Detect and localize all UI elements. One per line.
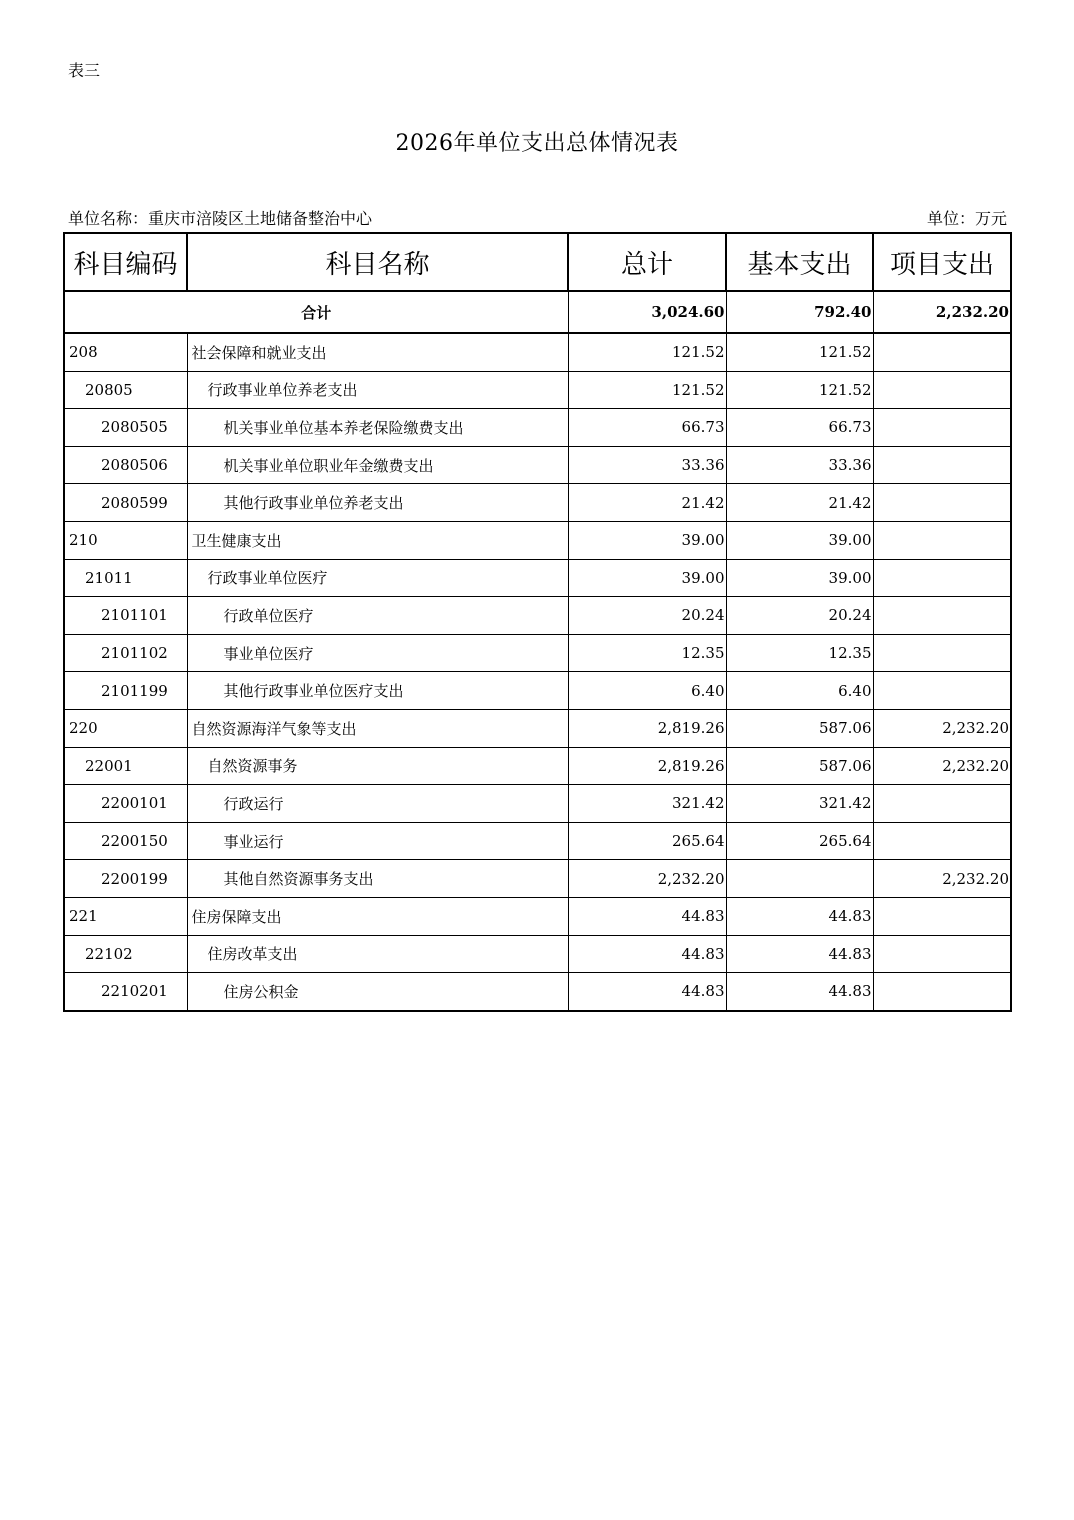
row-name: 其他行政事业单位养老支出	[187, 484, 568, 522]
row-basic: 20.24	[726, 597, 873, 635]
row-project	[873, 785, 1011, 823]
table-row	[64, 822, 1011, 860]
row-total: 66.73	[568, 409, 726, 447]
row-code: 2101101	[64, 597, 187, 635]
row-name: 机关事业单位基本养老保险缴费支出	[187, 409, 568, 447]
table-row	[64, 785, 1011, 823]
row-total: 321.42	[568, 785, 726, 823]
row-basic: 12.35	[726, 634, 873, 672]
row-total: 44.83	[568, 935, 726, 973]
table-row	[64, 521, 1011, 559]
table-row	[64, 409, 1011, 447]
row-project	[873, 897, 1011, 935]
row-basic: 39.00	[726, 559, 873, 597]
total-row	[64, 291, 1011, 333]
table-row	[64, 446, 1011, 484]
row-project	[873, 597, 1011, 635]
unit-name: 单位名称：重庆市涪陵区土地储备整治中心	[68, 209, 373, 228]
row-name: 事业运行	[187, 822, 568, 860]
page-title: 2026年单位支出总体情况表	[395, 131, 679, 156]
row-total: 2,819.26	[568, 747, 726, 785]
table-row	[64, 333, 1011, 371]
table-row	[64, 973, 1011, 1011]
row-name: 行政运行	[187, 785, 568, 823]
row-project	[873, 371, 1011, 409]
row-total: 2,819.26	[568, 709, 726, 747]
row-name: 自然资源事务	[187, 747, 568, 785]
table-header-row	[64, 233, 1011, 291]
row-name: 行政事业单位养老支出	[187, 371, 568, 409]
row-total: 121.52	[568, 333, 726, 371]
row-basic: 33.36	[726, 446, 873, 484]
row-project	[873, 484, 1011, 522]
table-row	[64, 559, 1011, 597]
row-code: 2101102	[64, 634, 187, 672]
row-code: 21011	[64, 559, 187, 597]
table-row	[64, 672, 1011, 710]
row-basic: 587.06	[726, 747, 873, 785]
row-total: 265.64	[568, 822, 726, 860]
table-row	[64, 634, 1011, 672]
row-name: 其他行政事业单位医疗支出	[187, 672, 568, 710]
row-code: 2200150	[64, 822, 187, 860]
row-name: 自然资源海洋气象等支出	[187, 709, 568, 747]
row-total: 12.35	[568, 634, 726, 672]
row-basic: 6.40	[726, 672, 873, 710]
row-basic: 39.00	[726, 521, 873, 559]
row-basic: 265.64	[726, 822, 873, 860]
row-code: 2210201	[64, 973, 187, 1011]
unit-label: 单位：万元	[926, 209, 1007, 228]
row-basic: 44.83	[726, 935, 873, 973]
row-code: 22001	[64, 747, 187, 785]
total-project: 2,232.20	[873, 291, 1011, 333]
total-total: 3,024.60	[568, 291, 726, 333]
row-project: 2,232.20	[873, 709, 1011, 747]
row-code: 2080505	[64, 409, 187, 447]
row-total: 20.24	[568, 597, 726, 635]
row-code: 2101199	[64, 672, 187, 710]
row-basic: 121.52	[726, 333, 873, 371]
row-basic: 21.42	[726, 484, 873, 522]
table-row	[64, 709, 1011, 747]
row-project	[873, 446, 1011, 484]
row-basic: 321.42	[726, 785, 873, 823]
row-code: 2080599	[64, 484, 187, 522]
row-basic: 121.52	[726, 371, 873, 409]
table-row	[64, 597, 1011, 635]
table-row	[64, 484, 1011, 522]
row-total: 6.40	[568, 672, 726, 710]
row-project	[873, 973, 1011, 1011]
table-row	[64, 747, 1011, 785]
row-code: 2200199	[64, 860, 187, 898]
total-label: 合计	[64, 291, 568, 333]
column-header-project: 项目支出	[873, 233, 1011, 291]
row-name: 其他自然资源事务支出	[187, 860, 568, 898]
table-row	[64, 860, 1011, 898]
row-name: 卫生健康支出	[187, 521, 568, 559]
row-total: 2,232.20	[568, 860, 726, 898]
row-code: 2200101	[64, 785, 187, 823]
row-total: 121.52	[568, 371, 726, 409]
row-total: 44.83	[568, 897, 726, 935]
row-name: 社会保障和就业支出	[187, 333, 568, 371]
row-total: 33.36	[568, 446, 726, 484]
row-code: 22102	[64, 935, 187, 973]
row-basic: 44.83	[726, 973, 873, 1011]
row-code: 220	[64, 709, 187, 747]
row-project	[873, 935, 1011, 973]
row-project	[873, 333, 1011, 371]
row-project	[873, 634, 1011, 672]
row-name: 机关事业单位职业年金缴费支出	[187, 446, 568, 484]
row-basic: 587.06	[726, 709, 873, 747]
row-total: 21.42	[568, 484, 726, 522]
row-project: 2,232.20	[873, 747, 1011, 785]
row-total: 39.00	[568, 559, 726, 597]
row-name: 行政事业单位医疗	[187, 559, 568, 597]
row-project	[873, 521, 1011, 559]
row-code: 208	[64, 333, 187, 371]
row-total: 44.83	[568, 973, 726, 1011]
column-header-total: 总计	[568, 233, 726, 291]
row-total: 39.00	[568, 521, 726, 559]
row-code: 20805	[64, 371, 187, 409]
row-basic: 66.73	[726, 409, 873, 447]
row-project	[873, 559, 1011, 597]
row-project	[873, 822, 1011, 860]
expenditure-table	[63, 232, 1012, 1012]
table-label: 表三	[68, 61, 101, 80]
row-basic: 44.83	[726, 897, 873, 935]
row-project	[873, 672, 1011, 710]
row-code: 2080506	[64, 446, 187, 484]
column-header-code: 科目编码	[64, 233, 187, 291]
total-basic: 792.40	[726, 291, 873, 333]
row-project	[873, 409, 1011, 447]
row-name: 行政单位医疗	[187, 597, 568, 635]
table-row	[64, 935, 1011, 973]
row-name: 住房保障支出	[187, 897, 568, 935]
column-header-name: 科目名称	[187, 233, 568, 291]
row-name: 住房公积金	[187, 973, 568, 1011]
table-row	[64, 897, 1011, 935]
row-name: 住房改革支出	[187, 935, 568, 973]
row-project: 2,232.20	[873, 860, 1011, 898]
row-name: 事业单位医疗	[187, 634, 568, 672]
table-row	[64, 371, 1011, 409]
column-header-basic: 基本支出	[726, 233, 873, 291]
row-basic	[726, 860, 873, 898]
row-code: 221	[64, 897, 187, 935]
row-code: 210	[64, 521, 187, 559]
